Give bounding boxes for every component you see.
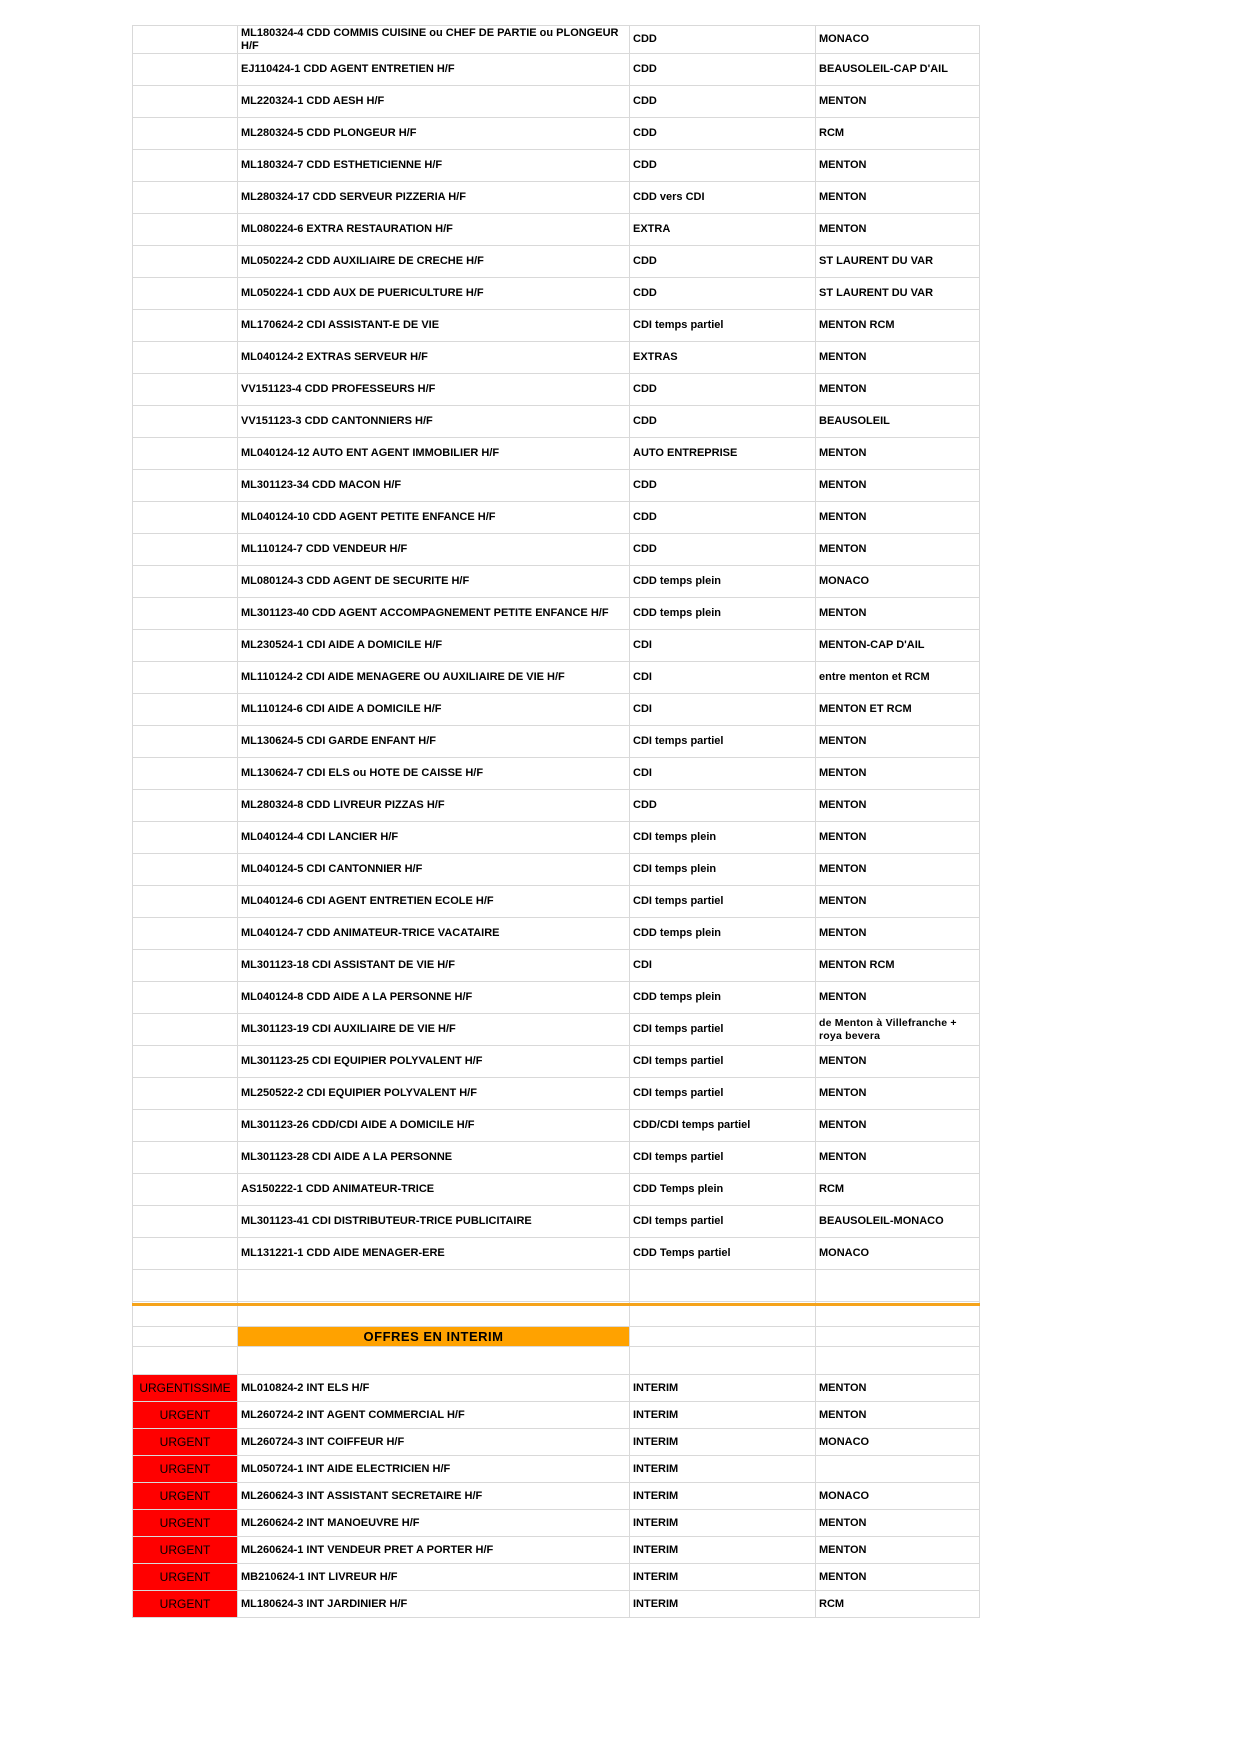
contract-type: CDD [630,26,816,54]
offer-location: MENTON RCM [816,950,980,982]
offer-title: ML010824-2 INT ELS H/F [238,1375,630,1402]
priority-cell [133,1238,238,1270]
offer-row [133,1110,980,1142]
contract-type: INTERIM [630,1456,816,1483]
offer-title: ML301123-40 CDD AGENT ACCOMPAGNEMENT PETITE ENFANCE H/F [238,598,630,630]
offer-row [133,854,980,886]
offer-row [133,342,980,374]
offer-title: ML180324-7 CDD ESTHETICIENNE H/F [238,150,630,182]
offer-location: MENTON [816,1142,980,1174]
priority-badge: URGENT [133,1564,238,1591]
offer-location: MENTON [816,1510,980,1537]
offer-title: MB210624-1 INT LIVREUR H/F [238,1564,630,1591]
contract-type: INTERIM [630,1510,816,1537]
priority-cell [133,310,238,342]
priority-cell [133,438,238,470]
offer-location: MENTON [816,1375,980,1402]
offer-location: MENTON [816,214,980,246]
offer-row [133,598,980,630]
priority-cell [133,1046,238,1078]
priority-cell [133,278,238,310]
offer-title: ML110124-7 CDD VENDEUR H/F [238,534,630,566]
contract-type: CDI temps partiel [630,886,816,918]
priority-cell [133,694,238,726]
priority-cell [133,86,238,118]
interim-section-title: OFFRES EN INTERIM [238,1327,630,1347]
priority-cell [133,1014,238,1046]
offer-title: ML180624-3 INT JARDINIER H/F [238,1591,630,1618]
offer-row [133,1078,980,1110]
offer-location: MONACO [816,1238,980,1270]
offer-title: ML250522-2 CDI EQUIPIER POLYVALENT H/F [238,1078,630,1110]
offer-location: entre menton et RCM [816,662,980,694]
offer-title: ML130624-5 CDI GARDE ENFANT H/F [238,726,630,758]
offer-location: MENTON [816,1402,980,1429]
offer-row [133,918,980,950]
offer-title: ML040124-8 CDD AIDE A LA PERSONNE H/F [238,982,630,1014]
interim-table-body [133,1375,980,1618]
offer-row [133,758,980,790]
interim-row [133,1510,980,1537]
offer-row [133,694,980,726]
priority-cell [133,182,238,214]
offer-location: MENTON [816,502,980,534]
offer-location: MENTON-CAP D'AIL [816,630,980,662]
contract-type: CDD [630,470,816,502]
offer-row [133,950,980,982]
priority-cell [133,918,238,950]
priority-badge: URGENT [133,1537,238,1564]
offer-title: ML260624-3 INT ASSISTANT SECRETAIRE H/F [238,1483,630,1510]
job-offers-sheet [132,25,979,1618]
contract-type: CDI temps partiel [630,310,816,342]
offer-row [133,182,980,214]
contract-type: CDD vers CDI [630,182,816,214]
offer-location: MENTON [816,822,980,854]
contract-type: CDI temps partiel [630,1078,816,1110]
priority-cell [133,374,238,406]
offer-title: ML050224-2 CDD AUXILIAIRE DE CRECHE H/F [238,246,630,278]
priority-cell [133,822,238,854]
offer-title: ML050224-1 CDD AUX DE PUERICULTURE H/F [238,278,630,310]
offer-title: AS150222-1 CDD ANIMATEUR-TRICE [238,1174,630,1206]
offer-location: MENTON [816,726,980,758]
priority-cell [133,886,238,918]
offer-location: MENTON [816,598,980,630]
offer-location: MENTON [816,182,980,214]
offer-location: MENTON [816,982,980,1014]
priority-cell [133,726,238,758]
offer-location: MENTON [816,758,980,790]
offer-row [133,54,980,86]
interim-row [133,1375,980,1402]
contract-type: CDI [630,662,816,694]
priority-cell [133,630,238,662]
priority-cell [133,246,238,278]
offer-row [133,1046,980,1078]
priority-cell [133,54,238,86]
offer-title: ML080124-3 CDD AGENT DE SECURITE H/F [238,566,630,598]
offer-location: MENTON [816,918,980,950]
offer-location: BEAUSOLEIL [816,406,980,438]
offer-title: ML220324-1 CDD AESH H/F [238,86,630,118]
contract-type: CDD [630,118,816,150]
priority-cell [133,342,238,374]
contract-type: CDD [630,246,816,278]
priority-cell [133,1174,238,1206]
contract-type: CDI temps plein [630,822,816,854]
priority-badge: URGENT [133,1510,238,1537]
offer-row [133,374,980,406]
contract-type: CDI temps partiel [630,726,816,758]
contract-type: CDD/CDI temps partiel [630,1110,816,1142]
offer-title: ML110124-2 CDI AIDE MENAGERE OU AUXILIAIRE DE VIE H/F [238,662,630,694]
offer-location: MONACO [816,566,980,598]
priority-cell [133,790,238,822]
offer-title: ML260624-1 INT VENDEUR PRET A PORTER H/F [238,1537,630,1564]
offer-location: RCM [816,118,980,150]
priority-cell [133,854,238,886]
offer-row [133,726,980,758]
priority-cell [133,1078,238,1110]
contract-type: CDD temps plein [630,982,816,1014]
contract-type: CDD [630,502,816,534]
offer-row [133,150,980,182]
offer-row [133,982,980,1014]
offer-title: ML180324-4 CDD COMMIS CUISINE ou CHEF DE PARTIE ou PLONGEUR H/F [238,26,630,54]
contract-type: CDD temps plein [630,918,816,950]
offer-title: ML040124-4 CDI LANCIER H/F [238,822,630,854]
offer-title: ML260624-2 INT MANOEUVRE H/F [238,1510,630,1537]
priority-cell [133,1110,238,1142]
offer-location: MENTON [816,1537,980,1564]
offer-title: ML301123-18 CDI ASSISTANT DE VIE H/F [238,950,630,982]
offer-location: MENTON [816,374,980,406]
interim-row [133,1402,980,1429]
contract-type: EXTRA [630,214,816,246]
offer-location: MENTON RCM [816,310,980,342]
contract-type: CDD temps plein [630,598,816,630]
contract-type: INTERIM [630,1537,816,1564]
offer-location: ST LAURENT DU VAR [816,246,980,278]
contract-type: CDD temps plein [630,566,816,598]
offer-title: ML040124-6 CDI AGENT ENTRETIEN ECOLE H/F [238,886,630,918]
priority-badge: URGENT [133,1402,238,1429]
offer-title: ML040124-12 AUTO ENT AGENT IMMOBILIER H/F [238,438,630,470]
priority-badge: URGENTISSIME [133,1375,238,1402]
contract-type: AUTO ENTREPRISE [630,438,816,470]
offer-location: RCM [816,1591,980,1618]
offer-location: MENTON [816,854,980,886]
contract-type: CDD [630,278,816,310]
offer-location: ST LAURENT DU VAR [816,278,980,310]
priority-badge: URGENT [133,1483,238,1510]
offer-title: ML301123-34 CDD MACON H/F [238,470,630,502]
offer-title: VV151123-4 CDD PROFESSEURS H/F [238,374,630,406]
contract-type: INTERIM [630,1402,816,1429]
offer-row [133,630,980,662]
priority-cell [133,26,238,54]
offer-row [133,214,980,246]
interim-row [133,1483,980,1510]
offer-location: MENTON [816,438,980,470]
interim-row [133,1429,980,1456]
offer-row [133,118,980,150]
offer-location: MENTON [816,534,980,566]
offer-location: MENTON [816,1046,980,1078]
priority-cell [133,1206,238,1238]
contract-type: CDI [630,758,816,790]
offer-title: VV151123-3 CDD CANTONNIERS H/F [238,406,630,438]
contract-type: CDI temps partiel [630,1046,816,1078]
priority-cell [133,470,238,502]
priority-cell [133,214,238,246]
job-offers-table [132,25,980,1618]
offer-location: BEAUSOLEIL-MONACO [816,1206,980,1238]
contract-type: CDI [630,630,816,662]
offer-title: ML170624-2 CDI ASSISTANT-E DE VIE [238,310,630,342]
interim-row [133,1456,980,1483]
contract-type: CDI [630,694,816,726]
offer-title: ML130624-7 CDI ELS ou HOTE DE CAISSE H/F [238,758,630,790]
offer-location: MENTON [816,86,980,118]
offer-location: MENTON [816,470,980,502]
contract-type: CDD [630,534,816,566]
priority-cell [133,758,238,790]
offer-title: ML040124-10 CDD AGENT PETITE ENFANCE H/F [238,502,630,534]
offer-row [133,470,980,502]
offer-row [133,278,980,310]
offer-location: MONACO [816,1429,980,1456]
offer-title: ML040124-5 CDI CANTONNIER H/F [238,854,630,886]
offer-location: BEAUSOLEIL-CAP D'AIL [816,54,980,86]
offer-title: ML131221-1 CDD AIDE MENAGER-ERE [238,1238,630,1270]
priority-cell [133,662,238,694]
contract-type: CDD [630,150,816,182]
offer-row [133,822,980,854]
offer-row [133,534,980,566]
offer-row [133,1142,980,1174]
priority-cell [133,150,238,182]
offer-title: ML301123-26 CDD/CDI AIDE A DOMICILE H/F [238,1110,630,1142]
priority-badge: URGENT [133,1591,238,1618]
offer-title: ML040124-2 EXTRAS SERVEUR H/F [238,342,630,374]
offer-title: ML110124-6 CDI AIDE A DOMICILE H/F [238,694,630,726]
offer-title: ML280324-8 CDD LIVREUR PIZZAS H/F [238,790,630,822]
contract-type: CDD [630,374,816,406]
interim-row [133,1564,980,1591]
contract-type: CDD [630,54,816,86]
interim-section [133,1270,980,1375]
offer-title: ML301123-28 CDI AIDE A LA PERSONNE [238,1142,630,1174]
offer-row [133,1014,980,1046]
offer-location: RCM [816,1174,980,1206]
offer-row [133,790,980,822]
offer-title: ML301123-25 CDI EQUIPIER POLYVALENT H/F [238,1046,630,1078]
offer-location: de Menton à Villefranche + roya bevera [816,1014,980,1046]
contract-type: INTERIM [630,1564,816,1591]
priority-cell [133,118,238,150]
interim-row [133,1591,980,1618]
offer-row [133,86,980,118]
contract-type: EXTRAS [630,342,816,374]
priority-badge: URGENT [133,1429,238,1456]
offer-title: ML260724-3 INT COIFFEUR H/F [238,1429,630,1456]
offer-location: MENTON [816,1564,980,1591]
offer-title: ML050724-1 INT AIDE ELECTRICIEN H/F [238,1456,630,1483]
offer-row [133,502,980,534]
priority-cell [133,950,238,982]
contract-type: INTERIM [630,1375,816,1402]
priority-cell [133,566,238,598]
offer-title: ML230524-1 CDI AIDE A DOMICILE H/F [238,630,630,662]
priority-cell [133,406,238,438]
contract-type: CDI temps plein [630,854,816,886]
offer-location: MENTON [816,342,980,374]
contract-type: INTERIM [630,1591,816,1618]
offer-title: ML301123-19 CDI AUXILIAIRE DE VIE H/F [238,1014,630,1046]
priority-cell [133,1142,238,1174]
offer-title: ML280324-17 CDD SERVEUR PIZZERIA H/F [238,182,630,214]
contract-type: CDD [630,406,816,438]
offer-location: MENTON [816,1078,980,1110]
priority-cell [133,598,238,630]
offer-location: MONACO [816,26,980,54]
offer-row [133,438,980,470]
priority-badge: URGENT [133,1456,238,1483]
offer-row [133,26,980,54]
offer-row [133,1174,980,1206]
offer-location: MENTON [816,1110,980,1142]
offer-row [133,566,980,598]
contract-type: CDD Temps partiel [630,1238,816,1270]
offer-title: ML280324-5 CDD PLONGEUR H/F [238,118,630,150]
priority-cell [133,534,238,566]
contract-type: CDD [630,790,816,822]
offer-location [816,1456,980,1483]
offer-title: ML260724-2 INT AGENT COMMERCIAL H/F [238,1402,630,1429]
contract-type: INTERIM [630,1483,816,1510]
offer-title: ML040124-7 CDD ANIMATEUR-TRICE VACATAIRE [238,918,630,950]
offer-row [133,406,980,438]
offer-row [133,662,980,694]
offer-location: MENTON [816,790,980,822]
contract-type: CDI temps partiel [630,1142,816,1174]
contract-type: CDD Temps plein [630,1174,816,1206]
offer-title: ML080224-6 EXTRA RESTAURATION H/F [238,214,630,246]
offer-row [133,310,980,342]
offer-location: MENTON [816,886,980,918]
contract-type: CDD [630,86,816,118]
offer-location: MENTON [816,150,980,182]
interim-row [133,1537,980,1564]
offers-table-body [133,26,980,1270]
offer-row [133,1206,980,1238]
offer-title: EJ110424-1 CDD AGENT ENTRETIEN H/F [238,54,630,86]
offer-location: MONACO [816,1483,980,1510]
contract-type: CDI temps partiel [630,1206,816,1238]
priority-cell [133,502,238,534]
contract-type: INTERIM [630,1429,816,1456]
contract-type: CDI [630,950,816,982]
offer-title: ML301123-41 CDI DISTRIBUTEUR-TRICE PUBLICITAIRE [238,1206,630,1238]
priority-cell [133,982,238,1014]
offer-row [133,246,980,278]
offer-row [133,886,980,918]
offer-location: MENTON ET RCM [816,694,980,726]
offer-row [133,1238,980,1270]
contract-type: CDI temps partiel [630,1014,816,1046]
